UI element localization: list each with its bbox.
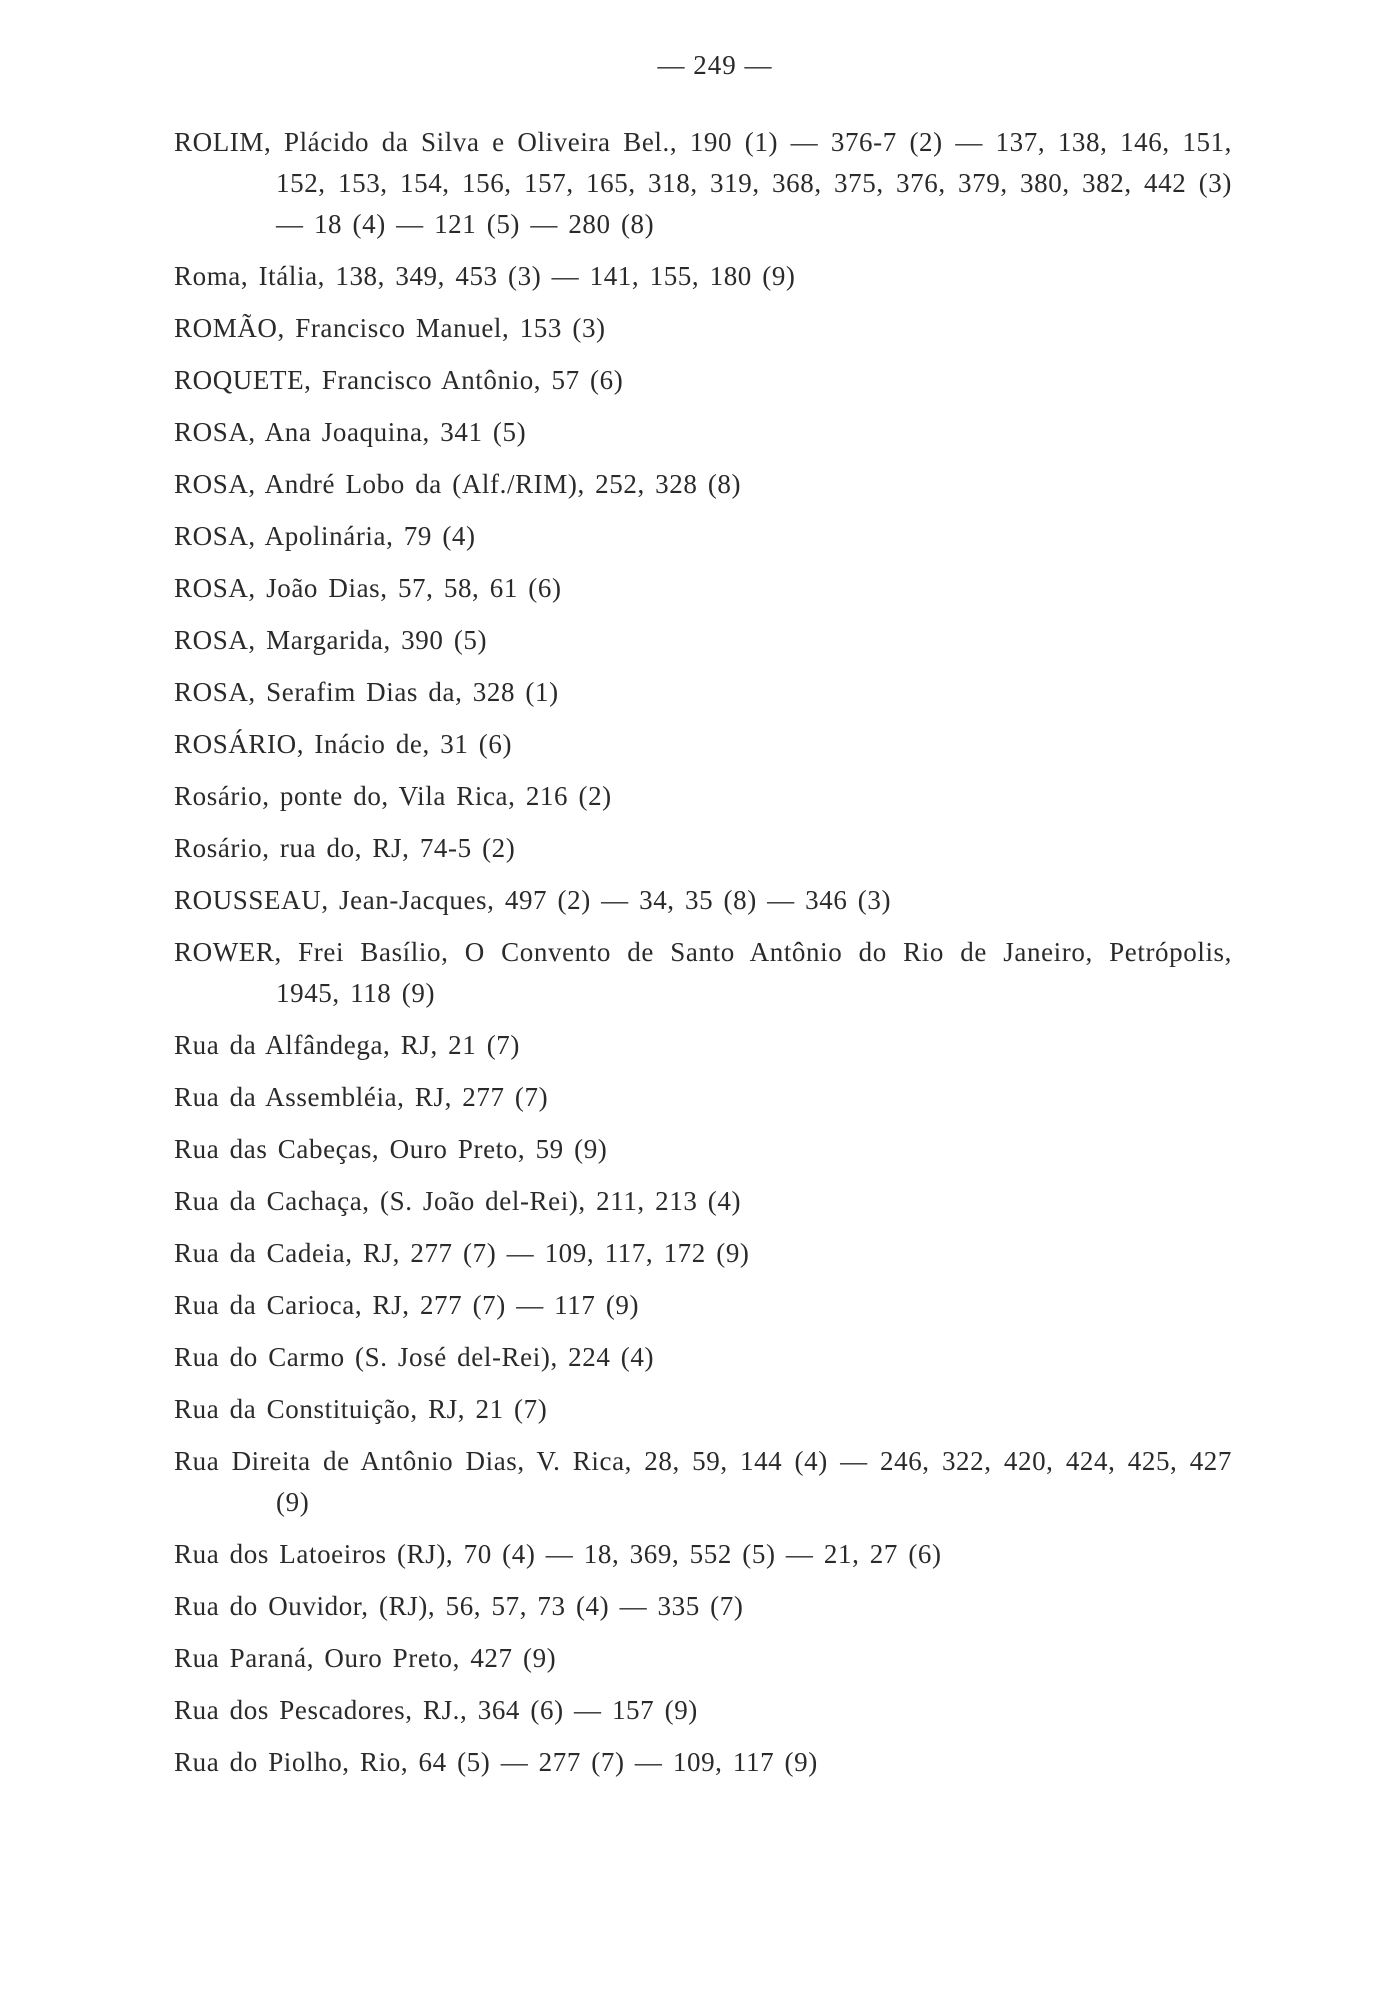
- index-entry: Rua dos Pescadores, RJ., 364 (6) — 157 (9): [174, 1695, 698, 1725]
- index-entry: ROSA, Apolinária, 79 (4): [174, 521, 476, 551]
- index-entry: Rua da Cadeia, RJ, 277 (7) — 109, 117, 172 (9): [174, 1238, 750, 1268]
- index-entry: Rua da Cachaça, (S. João del-Rei), 211, 213 (4): [174, 1186, 742, 1216]
- page-number: — 249 —: [657, 50, 773, 80]
- index-entry: ROWER, Frei Basílio, O Convento de Santo Antônio do Rio de Janeiro, Petrópolis, 1945, 118 (9): [174, 937, 1232, 1008]
- index-entry: ROSA, André Lobo da (Alf./RIM), 252, 328 (8): [174, 469, 742, 499]
- index-entry: Rua das Cabeças, Ouro Preto, 59 (9): [174, 1134, 608, 1164]
- index-entry: Rosário, ponte do, Vila Rica, 216 (2): [174, 781, 612, 811]
- index-entry: Rosário, rua do, RJ, 74-5 (2): [174, 833, 516, 863]
- index-entry: ROSA, João Dias, 57, 58, 61 (6): [174, 573, 562, 603]
- index-entry: Rua dos Latoeiros (RJ), 70 (4) — 18, 369, 552 (5) — 21, 27 (6): [174, 1539, 942, 1569]
- index-entry: Rua da Carioca, RJ, 277 (7) — 117 (9): [174, 1290, 640, 1320]
- index-entry: Rua do Ouvidor, (RJ), 56, 57, 73 (4) — 335 (7): [174, 1591, 744, 1621]
- index-entry: Roma, Itália, 138, 349, 453 (3) — 141, 155, 180 (9): [174, 261, 796, 291]
- index-list: [174, 122, 1232, 1794]
- index-entry: Rua do Piolho, Rio, 64 (5) — 277 (7) — 109, 117 (9): [174, 1747, 818, 1777]
- index-entry: Rua do Carmo (S. José del-Rei), 224 (4): [174, 1342, 655, 1372]
- index-entry: Rua da Constituição, RJ, 21 (7): [174, 1394, 548, 1424]
- index-entry: ROSA, Ana Joaquina, 341 (5): [174, 417, 527, 447]
- index-entry: ROLIM, Plácido da Silva e Oliveira Bel., 190 (1) — 376-7 (2) — 137, 138, 146, 151, 152, 153, 154, 156, 157, 165, 318, 319, 368, 375, 376, 379, 380, 382, 442 (3) — 18 (4) — 121 (5) — 280 (8): [174, 127, 1232, 239]
- index-entry: ROUSSEAU, Jean-Jacques, 497 (2) — 34, 35 (8) — 346 (3): [174, 885, 892, 915]
- index-entry: ROSA, Serafim Dias da, 328 (1): [174, 677, 559, 707]
- index-entry: Rua Direita de Antônio Dias, V. Rica, 28, 59, 144 (4) — 246, 322, 420, 424, 425, 427 (9): [174, 1446, 1232, 1517]
- index-entry: Rua da Assembléia, RJ, 277 (7): [174, 1082, 549, 1112]
- index-entry: Rua Paraná, Ouro Preto, 427 (9): [174, 1643, 557, 1673]
- index-entry: ROQUETE, Francisco Antônio, 57 (6): [174, 365, 624, 395]
- index-entry: ROSA, Margarida, 390 (5): [174, 625, 488, 655]
- index-entry: ROSÁRIO, Inácio de, 31 (6): [174, 729, 513, 759]
- index-entry: Rua da Alfândega, RJ, 21 (7): [174, 1030, 520, 1060]
- index-entry: ROMÃO, Francisco Manuel, 153 (3): [174, 313, 606, 343]
